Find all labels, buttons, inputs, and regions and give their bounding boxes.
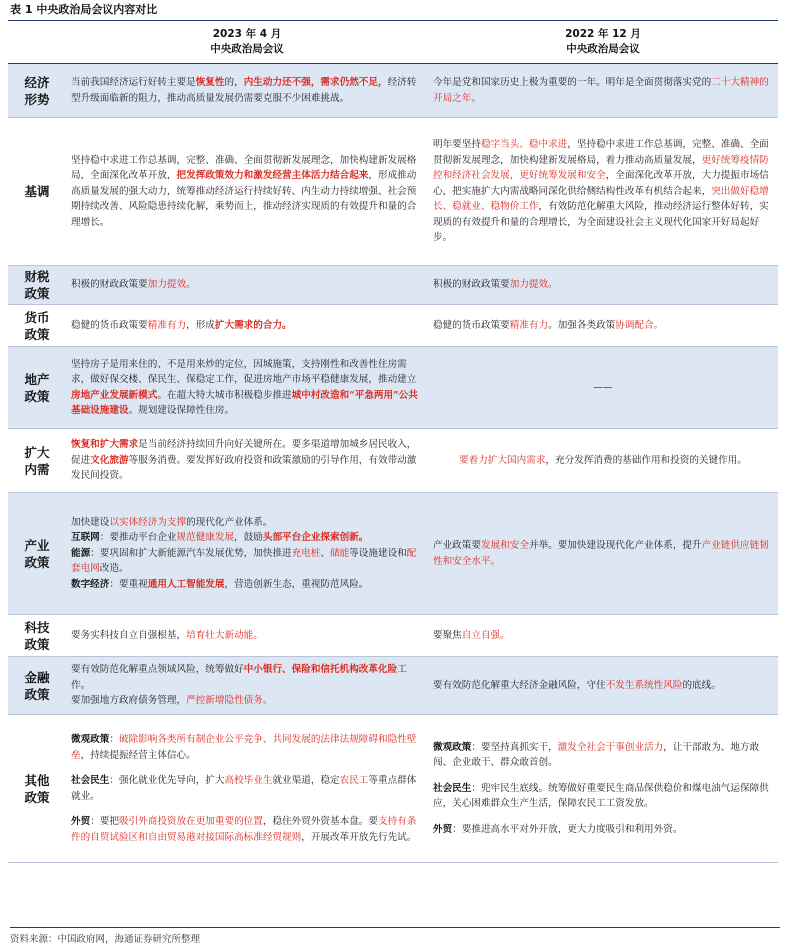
cell-paragraph xyxy=(433,678,773,694)
text-run: 发展和安全 xyxy=(480,540,529,551)
text-run: 微观政策 xyxy=(71,734,110,745)
cell-2023 xyxy=(66,266,428,305)
text-run: 改造。 xyxy=(99,563,129,575)
text-run: 今年是党和国家历史上极为重要的一年。明年是全面贯彻落实党的 xyxy=(433,77,712,88)
table-title: 表 1 中央政治局会议内容对比 xyxy=(8,0,778,21)
text-run: 吸引外商投资放在更加重要的位置 xyxy=(118,816,263,827)
header-2022 xyxy=(428,21,778,64)
header-2023 xyxy=(66,21,428,64)
text-run: 并举。要加快建设现代化产业体系，提升 xyxy=(528,540,702,551)
cell-paragraph xyxy=(433,781,773,812)
text-run: 积极的财政政策要 xyxy=(433,279,510,291)
table-row xyxy=(8,64,778,118)
text-run: 社会民生 xyxy=(433,782,472,794)
cell-paragraph xyxy=(433,137,773,246)
text-run: 要聚焦 xyxy=(433,629,462,641)
cell-paragraph xyxy=(71,773,423,804)
cell-paragraph xyxy=(433,740,773,771)
text-run: 更好统筹疫情防控和经济社会发展，更好统筹发展和安全 xyxy=(433,154,769,182)
cell-paragraph xyxy=(433,75,773,106)
text-run: 要加强地方政府债务管理， xyxy=(71,695,187,707)
text-run: 、 xyxy=(320,547,331,559)
text-run: 微观政策 xyxy=(433,741,472,753)
row-label-text: 扩大内需 xyxy=(24,444,50,477)
row-label xyxy=(8,615,66,657)
cell-2022 xyxy=(428,347,778,429)
text-run: 就业渠道，稳定 xyxy=(272,775,340,786)
header-2023-meeting: 中央政治局会议 xyxy=(210,43,284,55)
text-run: 通用人工智能发展 xyxy=(147,578,225,590)
cell-paragraph xyxy=(433,538,773,569)
text-run: 积极的财政政策要 xyxy=(71,279,148,291)
cell-paragraph xyxy=(71,357,423,419)
row-label-text: 货币政策 xyxy=(24,309,50,342)
text-run: 二十大精神的开局之年。 xyxy=(433,77,769,104)
cell-2023 xyxy=(66,347,428,429)
table-header-row xyxy=(8,21,778,64)
table-body xyxy=(8,64,778,863)
row-label-text: 其他政策 xyxy=(24,772,50,805)
cell-2022 xyxy=(428,657,778,715)
row-label-text: 基调 xyxy=(24,184,50,199)
row-label xyxy=(8,715,66,863)
text-run: 产业链供应链韧性和安全水平。 xyxy=(433,540,769,567)
text-run: 房地产业发展新模式 xyxy=(71,389,158,401)
text-run: 充电桩 xyxy=(291,547,321,559)
row-label-text: 产业政策 xyxy=(24,537,50,570)
row-label xyxy=(8,347,66,429)
row-label-text: 地产政策 xyxy=(24,371,50,404)
text-run: ，形成 xyxy=(186,319,215,331)
text-run: ：要重视 xyxy=(109,578,148,590)
text-run: ，全面深化改革开放，大力提振市场信心，把实施扩大内需战略同深化供给侧结构性改革有机结合起来， xyxy=(433,170,769,197)
text-run: 稳字当头、稳中求进 xyxy=(480,139,568,151)
text-run: 能源 xyxy=(71,547,91,559)
text-run: 高校毕业生 xyxy=(224,775,273,786)
text-run: 要有效防范化解重点领域风险，统筹做好 xyxy=(71,664,244,676)
text-run: 的现代化产业体系。 xyxy=(186,516,273,528)
text-run: 的， xyxy=(224,77,244,88)
text-run: 社会民生 xyxy=(71,775,110,786)
text-run: 恢复和扩大需求 xyxy=(71,439,139,451)
cell-paragraph xyxy=(71,577,423,593)
text-run: 等重点群体就业。 xyxy=(71,775,417,802)
cell-2023 xyxy=(66,715,428,863)
cell-paragraph xyxy=(433,380,773,396)
text-run: 破除影响各类所有制企业公平竞争、共同发展的法律法规障碍和隐性壁垒 xyxy=(71,734,417,761)
text-run: ，营造创新生态，重视防范风险。 xyxy=(224,578,369,590)
text-run: 激发全社会干事创业活力 xyxy=(557,741,664,753)
text-run: ：要推动平台企业 xyxy=(99,532,177,544)
text-run: 加力提效。 xyxy=(147,279,196,291)
text-run: 不发生系统性风险 xyxy=(605,679,683,691)
text-run: ，让干部敢为、地方敢闯、企业敢干、群众敢首创。 xyxy=(433,741,760,769)
text-run: 加快建设 xyxy=(71,516,110,528)
text-run: 坚持稳中求进工作总基调，完整、准确、全面贯彻新发展理念，加快构建新发展格局，全面深化改革开放， xyxy=(71,154,417,182)
text-run: 加力提效。 xyxy=(509,279,558,291)
text-run: ：要巩固和扩大新能源汽车发展优势，加快推进 xyxy=(90,547,292,559)
table-row xyxy=(8,118,778,266)
cell-paragraph xyxy=(71,75,423,106)
text-run: 要有效防范化解重大经济金融风险，守住 xyxy=(433,679,606,691)
text-run: 明年要坚持 xyxy=(433,139,481,151)
row-label xyxy=(8,657,66,715)
text-run: 等设施建设和 xyxy=(349,547,407,559)
text-run: ，鼓励 xyxy=(234,532,263,544)
text-run: 严控新增隐性债务。 xyxy=(186,695,273,707)
cell-paragraph xyxy=(71,662,423,693)
text-run: 把发挥政策效力和激发经营主体活力结合起来 xyxy=(176,170,369,182)
text-run: ，形成推动高质量发展的强大动力，统筹推动经济运行持续好转、内生动力持续增强、社会预期持续改善、风险隐患持续化解，乘势而上，推动经济实现质的有效提升和量的合理增长。 xyxy=(71,170,417,228)
text-run: 配套电网 xyxy=(71,547,417,575)
cell-2023 xyxy=(66,657,428,715)
table-row xyxy=(8,429,778,493)
text-run: 产业政策要 xyxy=(433,540,481,551)
text-run: 的底线。 xyxy=(682,679,721,691)
text-run: ，有效防范化解重大风险，推动经济运行整体好转，实现质的有效提升和量的合理增长，为全面建设社会主义现代化国家开好局起好步。 xyxy=(433,201,769,244)
table-row xyxy=(8,657,778,715)
text-run: ： xyxy=(109,734,119,745)
text-run: 是当前经济持续回升向好关键所在。要多渠道增加城乡居民收入，促进 xyxy=(71,439,417,466)
cell-2023 xyxy=(66,305,428,347)
cell-paragraph xyxy=(71,628,423,644)
header-empty xyxy=(8,21,66,64)
text-run: ：强化就业优先导向，扩大 xyxy=(109,775,225,786)
text-run: 扩大需求的合力。 xyxy=(214,319,292,331)
text-run: 要务实科技自立自强根基， xyxy=(71,629,187,641)
cell-paragraph xyxy=(433,822,773,838)
text-run: ，坚持稳中求进工作总基调，完整、准确、全面贯彻新发展理念，加快构建新发展格局，着力推动高质量发展， xyxy=(433,139,769,166)
text-run: 农民工 xyxy=(339,775,369,786)
row-label-text: 经济形势 xyxy=(24,74,50,107)
cell-paragraph xyxy=(71,732,423,763)
source-note: 资料来源：中国政府网，海通证券研究所整理 xyxy=(10,927,780,945)
text-run: 精准有力 xyxy=(509,319,549,331)
comparison-table xyxy=(8,21,778,863)
text-run: 稳健的货币政策要 xyxy=(71,319,148,331)
table-row xyxy=(8,615,778,657)
text-run: 规范健康发展 xyxy=(176,532,235,544)
cell-2022 xyxy=(428,118,778,266)
text-run: 以实体经济为支撑 xyxy=(109,516,187,528)
cell-2022 xyxy=(428,64,778,118)
row-label xyxy=(8,305,66,347)
text-run: 内生动力还不强，需求仍然不足， xyxy=(243,77,388,88)
text-run: 。规划建设保障性住房。 xyxy=(128,405,235,416)
text-run: ：要把 xyxy=(90,816,119,827)
cell-paragraph xyxy=(433,628,773,644)
row-label-text: 金融政策 xyxy=(24,669,50,702)
table-row xyxy=(8,715,778,863)
text-run: 自立自强。 xyxy=(461,629,510,641)
row-label xyxy=(8,266,66,305)
text-run: 协调配合。 xyxy=(615,319,664,331)
text-run: ，持续提振经营主体信心。 xyxy=(80,749,196,761)
header-2022-meeting: 中央政治局会议 xyxy=(566,43,640,55)
cell-2023 xyxy=(66,118,428,266)
text-run: ，稳住外贸外资基本盘。要 xyxy=(262,816,378,827)
cell-2022 xyxy=(428,429,778,493)
text-run: 外贸 xyxy=(433,823,453,835)
table-row xyxy=(8,347,778,429)
header-2022-date: 2022 年 12 月 xyxy=(565,28,641,40)
cell-2022 xyxy=(428,305,778,347)
text-run: 。在超大特大城市积极稳步推进 xyxy=(157,389,292,401)
text-run: 储能 xyxy=(330,547,350,559)
text-run: 城中村改造和“平急两用”公共基础设施建设 xyxy=(71,389,418,416)
text-run: 当前我国经济运行好转主要是 xyxy=(71,77,196,88)
text-run: 坚持房子是用来住的、不是用来炒的定位，因城施策，支持刚性和改善性住房需求，做好保交楼、保民生、保稳定工作，促进房地产市场平稳健康发展，推动建立 xyxy=(71,358,417,385)
cell-2023 xyxy=(66,429,428,493)
cell-paragraph xyxy=(71,546,423,577)
cell-paragraph xyxy=(433,453,773,469)
text-run: ，充分发挥消费的基础作用和投资的关键作用。 xyxy=(545,454,747,466)
cell-2023 xyxy=(66,493,428,615)
row-label-text: 财税政策 xyxy=(24,269,50,301)
row-label xyxy=(8,118,66,266)
text-run: 等服务消费。要发挥好政府投资和政策激励的引导作用，有效带动激发民间投资。 xyxy=(71,454,417,482)
text-run: 培育壮大新动能。 xyxy=(186,629,263,641)
cell-paragraph xyxy=(71,814,423,845)
cell-2023 xyxy=(66,615,428,657)
cell-paragraph xyxy=(71,530,423,546)
row-label xyxy=(8,493,66,615)
row-label-text: 科技政策 xyxy=(24,619,50,652)
table-row xyxy=(8,493,778,615)
text-run: 中小银行、保险和信托机构改革化险 xyxy=(243,664,398,676)
text-run: 精准有力 xyxy=(147,319,187,331)
row-label xyxy=(8,64,66,118)
text-run: 要着力扩大国内需求 xyxy=(459,454,546,466)
cell-paragraph xyxy=(71,318,423,334)
cell-paragraph xyxy=(71,153,423,231)
table-row xyxy=(8,266,778,305)
cell-2022 xyxy=(428,266,778,305)
text-run: 外贸 xyxy=(71,816,91,827)
cell-paragraph xyxy=(71,693,423,709)
cell-paragraph xyxy=(433,277,773,293)
cell-paragraph xyxy=(71,515,423,531)
text-run: 恢复性 xyxy=(195,77,225,88)
table-row xyxy=(8,305,778,347)
cell-2022 xyxy=(428,493,778,615)
text-run: 工作。 xyxy=(71,664,407,691)
cell-paragraph xyxy=(71,437,423,484)
text-run: 经济转型升级面临新的阻力，推动高质量发展仍需要克服不少困难挑战。 xyxy=(71,77,417,104)
row-label xyxy=(8,429,66,493)
cell-2022 xyxy=(428,615,778,657)
cell-2023 xyxy=(66,64,428,118)
text-run: ：要推进高水平对外开放，更大力度吸引和利用外资。 xyxy=(452,823,683,835)
cell-2022 xyxy=(428,715,778,863)
text-run: 互联网 xyxy=(71,532,100,544)
text-run: 。加强各类政策 xyxy=(548,319,616,331)
cell-paragraph xyxy=(71,277,423,293)
text-run: 头部平台企业探索创新。 xyxy=(262,532,369,544)
text-run: ，开展改革开放先行先试。 xyxy=(301,831,417,843)
text-run: —— xyxy=(593,381,613,393)
text-run: ：兜牢民生底线。统筹做好重要民生商品保供稳价和煤电油气运保障供应，关心困难群众生产生活，保障农民工工资发放。 xyxy=(433,782,769,810)
text-run: 突出做好稳增长、稳就业、稳物价工作 xyxy=(433,185,769,213)
text-run: 稳健的货币政策要 xyxy=(433,319,510,331)
cell-paragraph xyxy=(433,318,773,334)
text-run: 支持有条件的自贸试验区和自由贸易港对接国际高标准经贸规则 xyxy=(71,816,417,843)
header-2023-date: 2023 年 4 月 xyxy=(212,28,282,40)
text-run: 数字经济 xyxy=(71,578,110,590)
text-run: ：要坚持真抓实干， xyxy=(471,741,558,753)
text-run: 文化旅游 xyxy=(90,454,129,466)
